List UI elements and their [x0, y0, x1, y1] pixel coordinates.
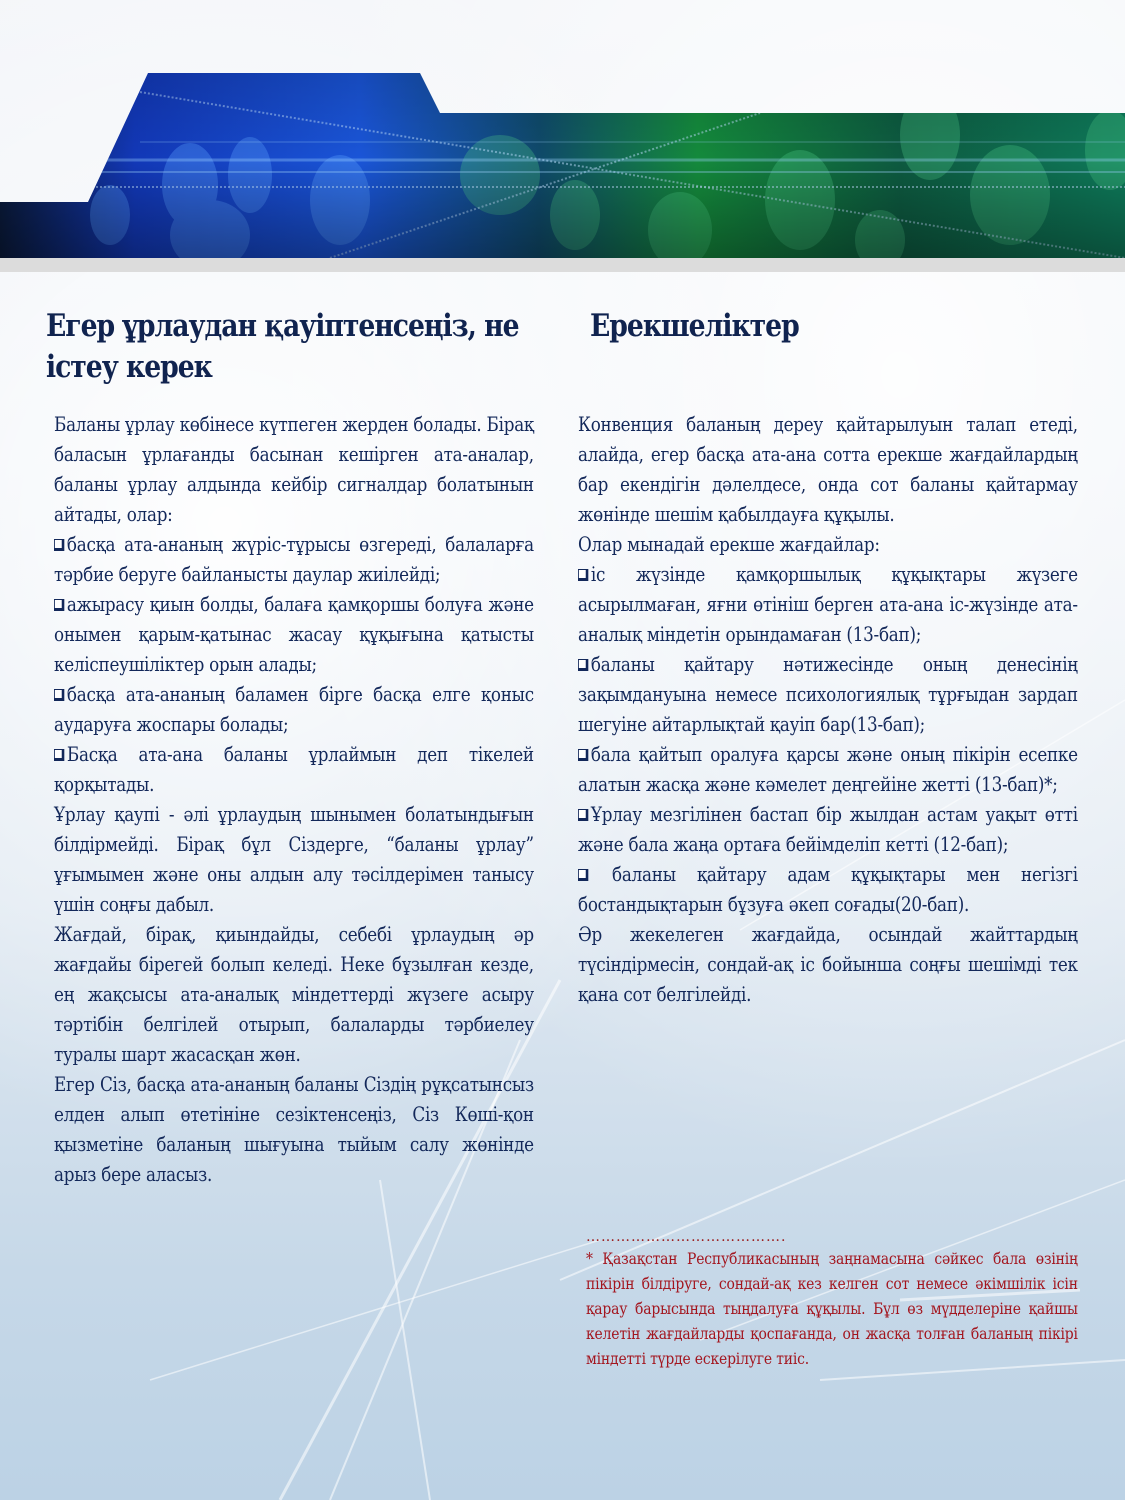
bullet-item	[578, 860, 1079, 920]
checkbox-bullet-icon	[54, 689, 64, 701]
paragraph-text: Жағдай, бірақ, қиындайды, себебі ұрлаудың әр жағдайы бірегей болып келеді. Неке бұзылған кезде, ең жақсысы ата-аналық міндеттерді жүзеге асыру тәртібін белгілей отырып, балаларды тәрбиелеу туралы шарт жасасқан жөн.	[54, 923, 534, 1066]
bullet-text: баланы қайтару нәтижесінде оның денесінің зақымдануына немесе психологиялық тұрғыдан зардап шегуіне айтарлықтай қауіп бар(13-бап);	[578, 653, 1078, 736]
bullet-text: іс жүзінде қамқоршылық құқықтары жүзеге асырылмаған, яғни өтініш берген ата-ана іс-жүзінде ата-аналық міндетін орындамаған (13-бап);	[578, 563, 1078, 646]
paragraph	[578, 410, 1079, 530]
footnote-separator: ………………………………….	[586, 1229, 787, 1245]
paragraph-text: Әр жекелеген жағдайда, осындай жайттардың түсіндірмесін, сондай-ақ іс бойынша соңғы шешімді тек қана сот белгілейді.	[578, 923, 1078, 1006]
checkbox-bullet-icon	[578, 749, 588, 761]
paragraph	[54, 1070, 535, 1190]
paragraph	[54, 920, 535, 1070]
bullet-text: Ұрлау мезгілінен бастап бір жылдан астам уақыт өтті және бала жаңа ортаға бейімделіп кетті (12-бап);	[578, 803, 1078, 856]
checkbox-bullet-icon	[578, 809, 588, 821]
bullet-text: баланы қайтару адам құқықтары мен негізгі бостандықтарын бұзуға әкеп соғады(20-бап).	[578, 863, 1078, 916]
bullet-text: ажырасу қиын болды, балаға қамқоршы болуға және онымен қарым-қатынас жасау құқығына қатысты келіспеушіліктер орын алады;	[54, 593, 534, 676]
paragraph	[578, 530, 1079, 560]
paragraph-text: Ұрлау қаупі - әлі ұрлаудың шынымен болатындығын білдірмейді. Бірақ бұл Сіздерге, “баланы ұрлау” ұғымымен және оны алдын алу тәсілдерімен танысу үшін соңғы дабыл.	[54, 803, 534, 916]
checkbox-bullet-icon	[54, 599, 64, 611]
bullet-text: Басқа ата-ана баланы ұрлаймын деп тікелей қорқытады.	[54, 743, 534, 796]
bullet-item	[578, 560, 1079, 650]
paragraph-text: Конвенция баланың дереу қайтарылуын талап етеді, алайда, егер басқа ата-ана сотта ерекше жағдайлардың бар екендігін дәлелдесе, онда сот баланы қайтармау жөнінде шешім қабылдауға құқылы.	[578, 413, 1078, 526]
paragraph	[54, 410, 535, 530]
paragraph-text: Егер Сіз, басқа ата-ананың баланы Сіздің рұқсатынсыз елден алып өтетініне сезіктенсеңіз, Сіз Көші-қон қызметіне баланың шығуына тыйым салу жөнінде арыз бере аласыз.	[54, 1073, 534, 1186]
bullet-item	[578, 740, 1079, 800]
paragraph	[578, 920, 1079, 1010]
bullet-item	[54, 530, 535, 590]
left-column	[54, 410, 535, 1190]
footnote	[586, 1228, 1079, 1371]
paragraph-text: Баланы ұрлау көбінесе күтпеген жерден болады. Бірақ баласын ұрлағанды басынан кешірген ата-аналар, баланы ұрлау алдында кейбір сигналдар болатынын айтады, олар:	[54, 413, 534, 526]
paragraph-text: Олар мынадай ерекше жағдайлар:	[578, 533, 880, 556]
bullet-text: басқа ата-ананың баламен бірге басқа елге қоныс аударуға жоспары болады;	[54, 683, 534, 736]
footnote-text-block	[586, 1246, 1079, 1371]
header-banner	[0, 0, 1125, 280]
checkbox-bullet-icon	[578, 659, 588, 671]
bullet-item	[54, 740, 535, 800]
heading-what-to-do: Егер ұрлаудан қауіптенсеңіз, не істеу керек	[46, 308, 519, 385]
checkbox-bullet-icon	[54, 749, 64, 761]
bullet-text: басқа ата-ананың жүріс-тұрысы өзгереді, балаларға тәрбие беруге байланысты даулар жиілейді;	[54, 533, 534, 586]
bullet-item	[54, 680, 535, 740]
bullet-item	[578, 800, 1079, 860]
right-column	[578, 410, 1079, 1010]
checkbox-bullet-icon	[578, 569, 588, 581]
footnote-text: * Қазақстан Республикасының заңнамасына сәйкес бала өзінің пікірін білдіруге, сондай-ақ кез келген сот немесе әкімшілік ісін қарау барысында тыңдалуға құқылы. Бұл өз мүдделеріне қайшы келетін жағдайларды қоспағанда, он жасқа толған баланың пікірі міндетті түрде ескерілуге тиіс.	[586, 1249, 1078, 1368]
bullet-text: бала қайтып оралуға қарсы және оның пікірін есепке алатын жасқа және кәмелет деңгейіне жетті (13-бап)*;	[578, 743, 1078, 796]
paragraph	[54, 800, 535, 920]
checkbox-bullet-icon	[578, 869, 588, 881]
bullet-item	[54, 590, 535, 680]
checkbox-bullet-icon	[54, 539, 64, 551]
heading-exceptions: Ерекшеліктер	[590, 308, 799, 344]
bullet-item	[578, 650, 1079, 740]
banner-graphic	[0, 0, 1125, 280]
